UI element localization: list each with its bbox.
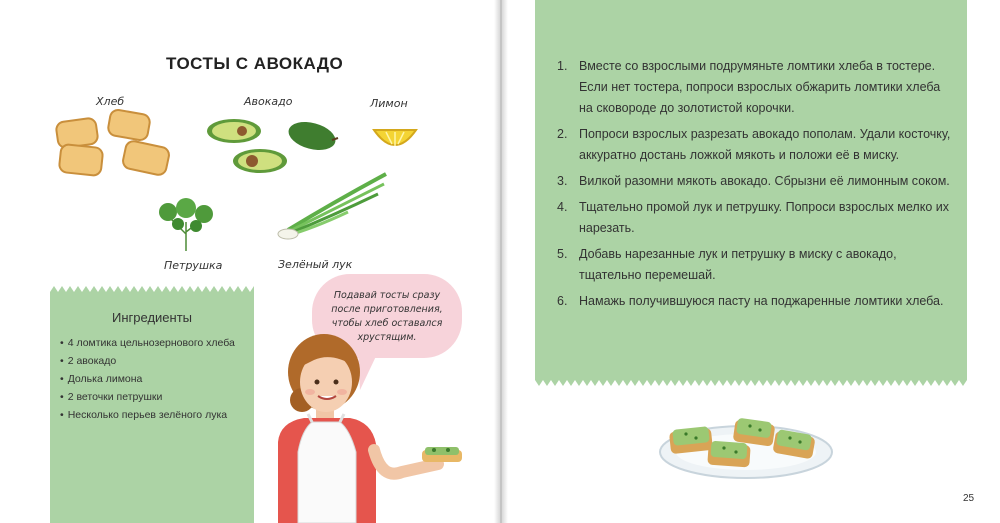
step-item [557,171,957,192]
step-number: 3. [557,174,568,188]
step-text: Намажь получившуюся пасту на поджаренные ломтики хлеба. [579,294,944,308]
list-item: • Долька лимона [60,370,252,388]
ingredients-box [50,292,254,523]
plate-illustration [656,414,838,482]
bubble-text: Подавай тосты сразу после приготовления, чтобы хлеб оставался хрустящим. [331,290,443,343]
step-text: Попроси взрослых разрезать авокадо пополам. Удали косточку, аккуратно достань ложкой мякоть и положи её в миску. [579,127,951,162]
list-item: • 2 авокадо [60,352,252,370]
green-onion-illustration [274,172,392,240]
lemon-illustration [372,124,418,152]
bread-illustration [54,108,176,180]
page-number: 25 [963,493,975,504]
girl-illustration [262,330,470,523]
step-item [557,56,957,119]
step-number: 6. [557,294,568,308]
step-item [557,197,957,239]
list-item: • 4 ломтика цельнозернового хлеба [60,334,252,352]
green-onion-label: Зелёный лук [278,258,353,271]
step-item [557,124,957,166]
step-text: Вместе со взрослыми подрумяньте ломтики хлеба в тостере. Если нет тостера, попроси взрослых обжарить ломтики хлеба на сковороде до золотистой корочки. [579,59,941,115]
ingredients-title: Ингредиенты [112,310,192,325]
step-text: Тщательно промой лук и петрушку. Попроси взрослых мелко их нарезать. [579,200,949,235]
steps-list [557,56,957,317]
step-number: 2. [557,127,568,141]
zigzag-edge [535,378,967,386]
zigzag-edge [50,286,254,294]
list-item: • Несколько перьев зелёного лука [60,406,252,424]
ingredients-list [60,334,252,424]
avocado-illustration [204,116,340,178]
recipe-title: ТОСТЫ С АВОКАДО [166,54,344,73]
step-number: 1. [557,59,568,73]
lemon-label: Лимон [370,97,408,110]
book-gutter [494,0,508,523]
step-number: 5. [557,247,568,261]
bread-label: Хлеб [96,95,125,108]
left-page [0,0,497,523]
avocado-label: Авокадо [244,95,293,108]
list-item: • 2 веточки петрушки [60,388,252,406]
step-text: Добавь нарезанные лук и петрушку в миску с авокадо, тщательно перемешай. [579,247,897,282]
parsley-label: Петрушка [164,259,223,272]
step-item [557,244,957,286]
step-item [557,291,957,312]
steps-panel [535,0,967,380]
parsley-illustration [156,196,218,252]
step-text: Вилкой разомни мякоть авокадо. Сбрызни её лимонным соком. [579,174,950,188]
step-number: 4. [557,200,568,214]
